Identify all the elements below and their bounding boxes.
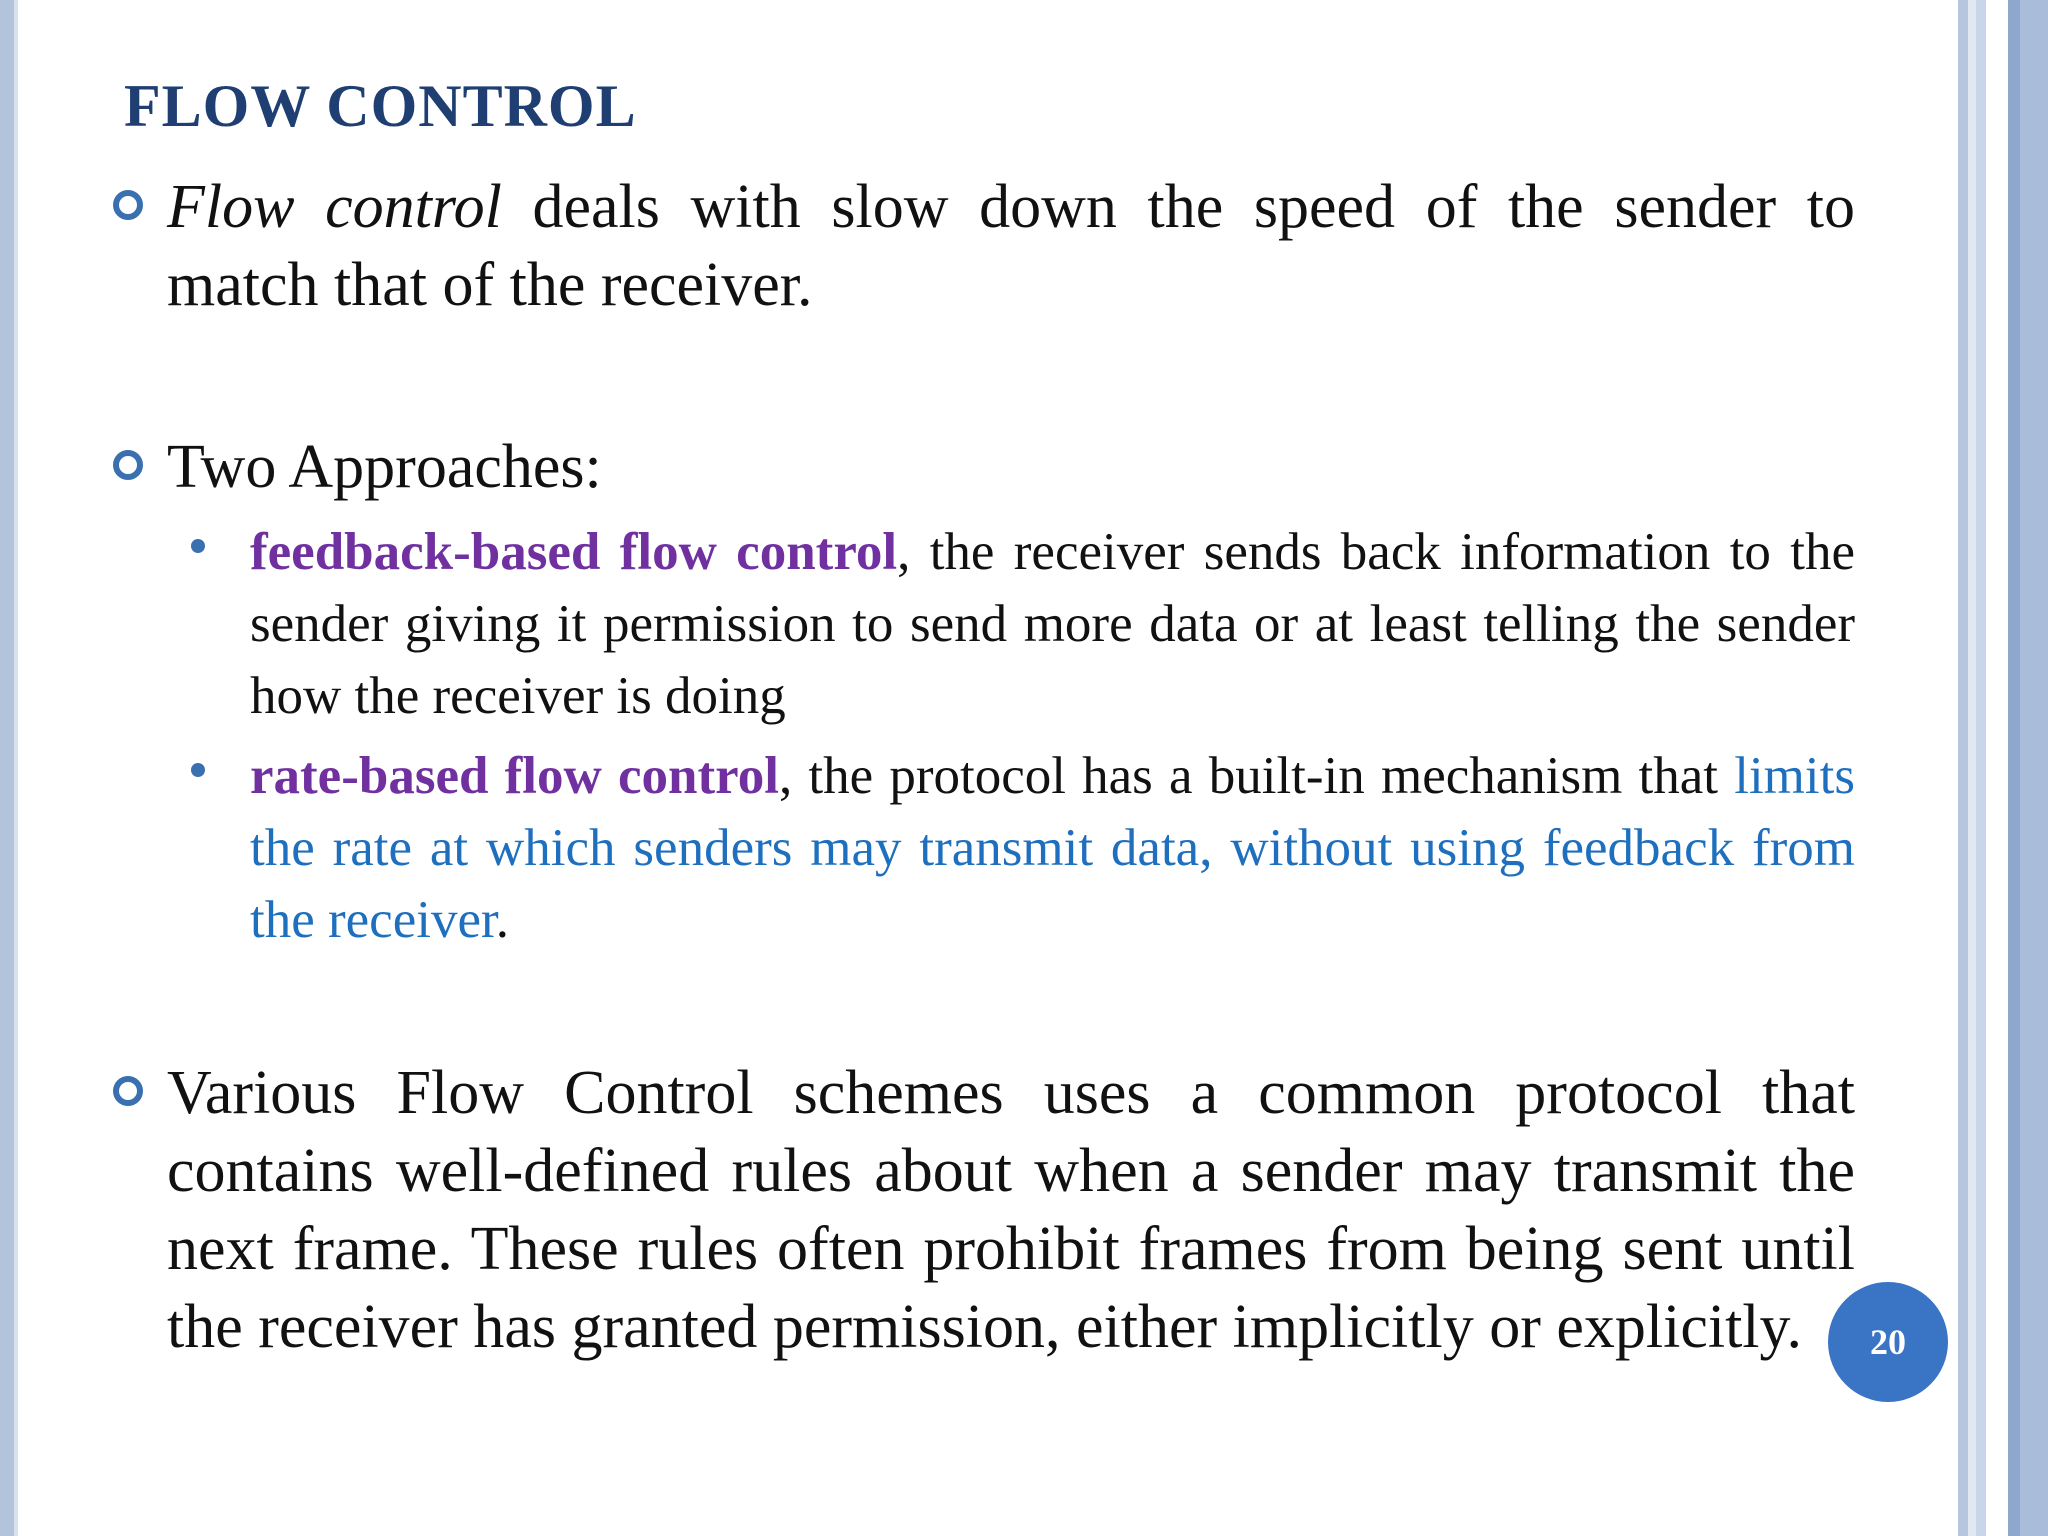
bullet-various-schemes <box>100 1054 1855 1366</box>
dot-bullet-icon <box>191 763 205 777</box>
right-stripe <box>2008 0 2020 1536</box>
sub-bullet-feedback-based <box>100 516 1855 732</box>
sub-bullet-text: , the protocol has a built-in mechanism that <box>778 747 1735 805</box>
right-stripe <box>1968 0 1976 1536</box>
sub-bullet-text: , the receiver sends back information to the sender giving it permission to send more data or at least telling the sender how the receiver is doing <box>250 523 1856 725</box>
left-border-decoration <box>0 0 18 1536</box>
bullet-text: Various Flow Control schemes uses a common protocol that contains well-defined rules about when a sender may transmit the next frame. These rules often prohibit frames from being sent until the receiver has granted permission, either implicitly or explicitly. <box>167 1059 1855 1361</box>
term-flow-control: Flow control <box>167 173 502 241</box>
page-number-badge: 20 <box>1828 1282 1948 1402</box>
term-rate-based: rate-based flow control <box>250 747 779 805</box>
bullet-flow-control-definition <box>100 168 1855 324</box>
right-stripe <box>1976 0 1986 1536</box>
dot-bullet-icon <box>191 539 205 553</box>
bullet-text: Two Approaches: <box>167 433 602 501</box>
sub-bullet-text-end: . <box>495 891 509 949</box>
highlighted-text: limits the rate at which senders may transmit data, without using feedback from the receiver <box>250 747 1855 949</box>
bullet-two-approaches <box>100 428 1855 506</box>
right-stripe <box>2020 0 2048 1536</box>
bullet-text: deals with slow down the speed of the sender to match that of the receiver. <box>167 173 1855 319</box>
ring-bullet-icon <box>113 190 143 220</box>
slide-body <box>100 168 1855 1366</box>
slide-title: FLOW CONTROL <box>124 73 637 139</box>
sub-bullet-rate-based <box>100 740 1855 956</box>
ring-bullet-icon <box>113 1076 143 1106</box>
right-stripe <box>1958 0 1968 1536</box>
ring-bullet-icon <box>113 450 143 480</box>
term-feedback-based: feedback-based flow control <box>250 523 898 581</box>
right-stripe <box>1986 0 2008 1536</box>
